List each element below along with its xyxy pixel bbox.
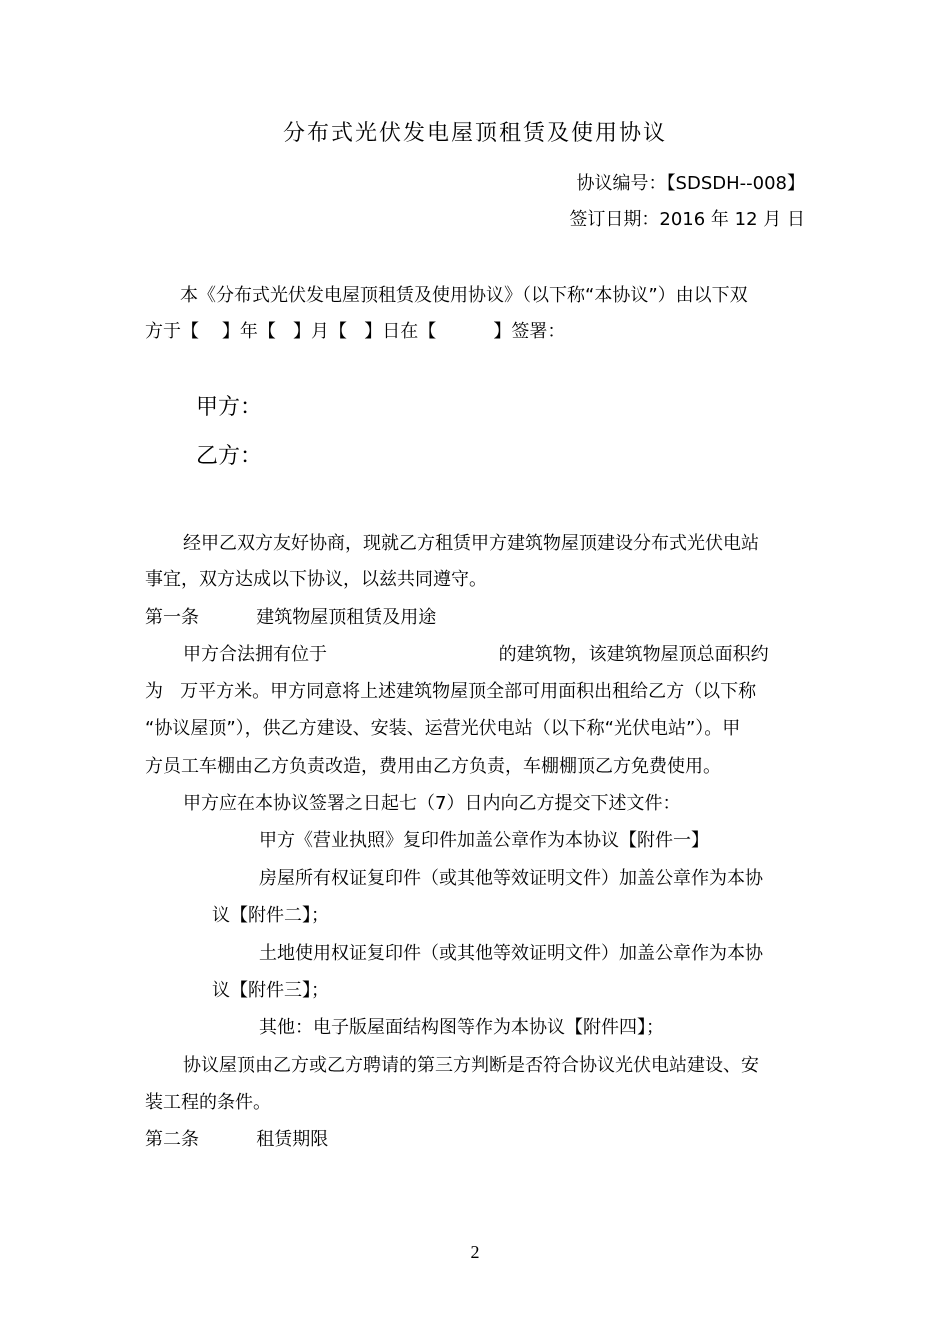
list-item: 其他：电子版屋面结构图等作为本协议【附件四】； [259, 1017, 664, 1038]
article-heading: 第一条 建筑物屋顶租赁及用途 [145, 607, 437, 628]
body-line: 甲方应在本协议签署之日起七（7）日内向乙方提交下述文件： [183, 793, 681, 814]
body-line: 协议屋顶由乙方或乙方聘请的第三方判断是否符合协议光伏电站建设、安 [183, 1055, 759, 1076]
sign-date: 签订日期：2016 年 12 月 日 [569, 209, 805, 230]
body-line: 方员工车棚由乙方负责改造，费用由乙方负责，车棚棚顶乙方免费使用。 [145, 756, 721, 777]
body-line: 经甲乙双方友好协商，现就乙方租赁甲方建筑物屋顶建设分布式光伏电站 [183, 533, 759, 554]
agreement-number: 协议编号：【SDSDH--008】 [576, 173, 805, 194]
body-line: 装工程的条件。 [145, 1092, 271, 1113]
body-line: 事宜，双方达成以下协议，以兹共同遵守。 [145, 569, 487, 590]
body-line: 甲方合法拥有位于 的建筑物，该建筑物屋顶总面积约 [183, 644, 769, 665]
list-item: 议【附件二】； [212, 905, 329, 926]
list-item: 房屋所有权证复印件（或其他等效证明文件）加盖公章作为本协 [259, 868, 763, 889]
intro-line-2: 方于【 】年【 】月【 】日在【 】签署： [145, 321, 566, 342]
document-title: 分布式光伏发电屋顶租赁及使用协议 [282, 121, 667, 146]
intro-line-1: 本《分布式光伏发电屋顶租赁及使用协议》（以下称“本协议”）由以下双 [180, 285, 748, 306]
body-line: “协议屋顶”），供乙方建设、安装、运营光伏电站（以下称“光伏电站”）。甲 [145, 718, 741, 739]
party-b-label: 乙方： [196, 444, 263, 469]
page-number: 2 [470, 1242, 480, 1262]
list-item: 甲方《营业执照》复印件加盖公章作为本协议【附件一】 [259, 830, 709, 851]
party-a-label: 甲方： [196, 395, 263, 420]
list-item: 议【附件三】； [212, 980, 329, 1001]
body-line: 为 万平方米。甲方同意将上述建筑物屋顶全部可用面积出租给乙方（以下称 [145, 681, 757, 702]
article-heading: 第二条 租赁期限 [145, 1129, 329, 1150]
list-item: 土地使用权证复印件（或其他等效证明文件）加盖公章作为本协 [259, 943, 763, 964]
